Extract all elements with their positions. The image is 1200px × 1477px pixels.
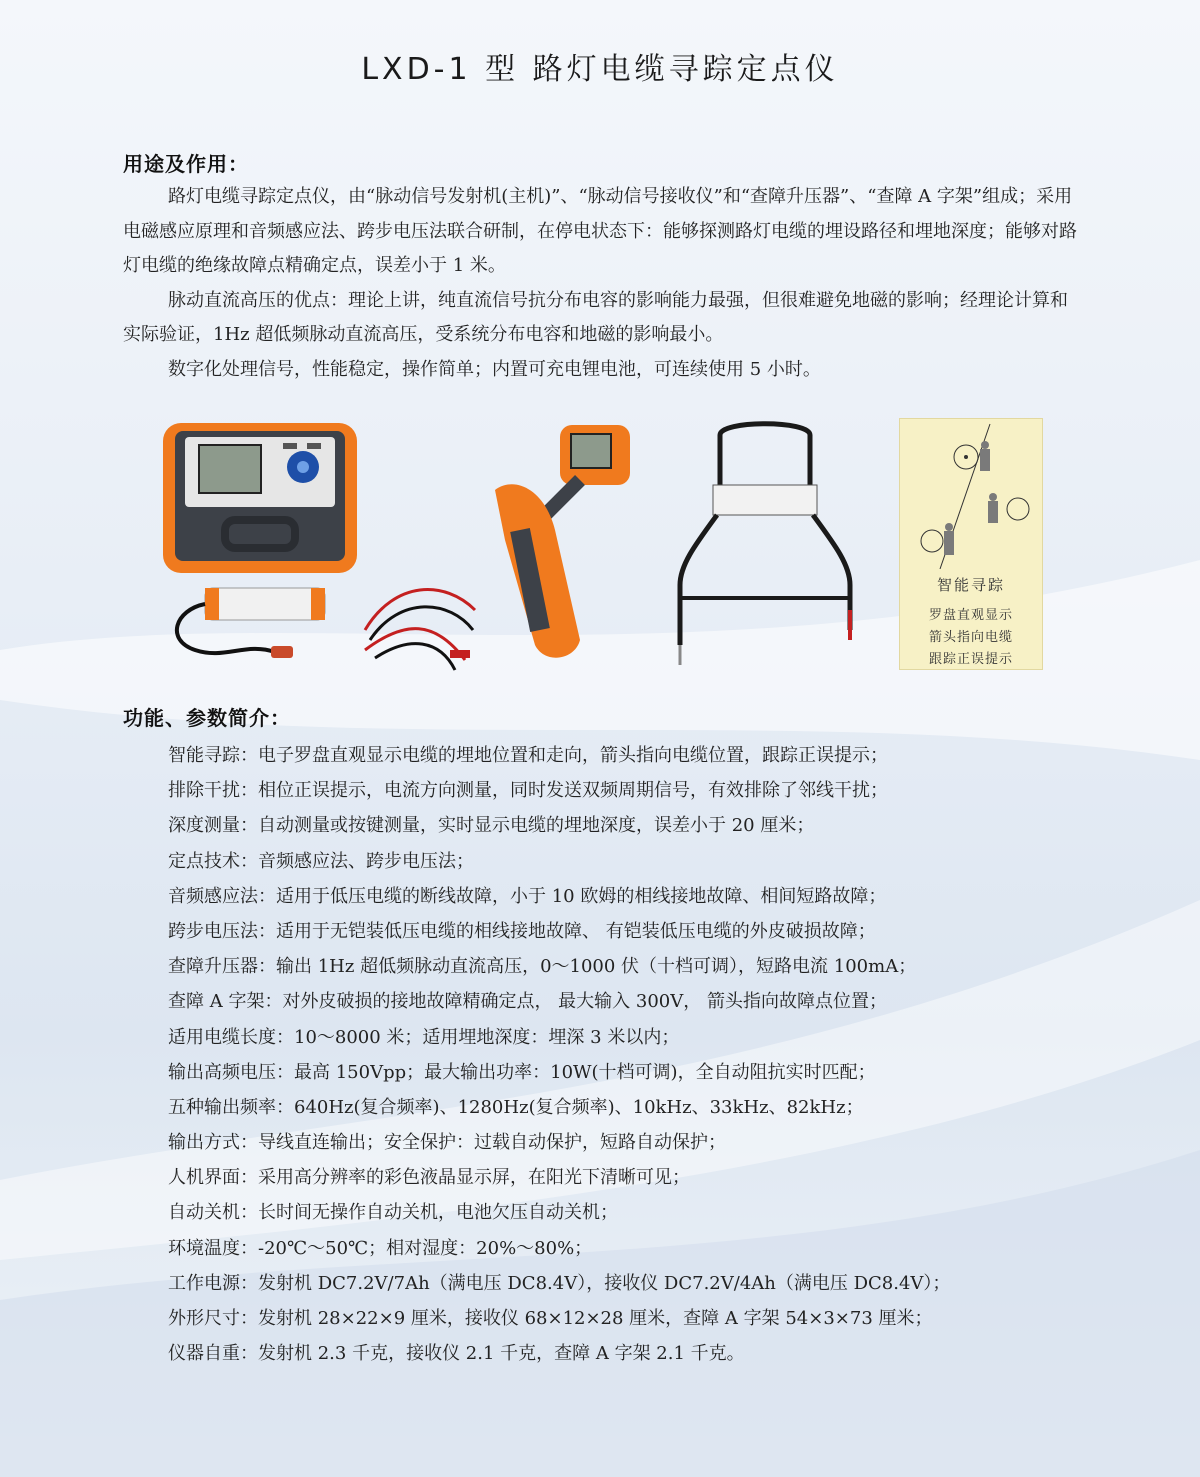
param-row: 查障升压器：输出 1Hz 超低频脉动直流高压，0～1000 伏（十档可调），短路电流 100mA； [168,956,917,978]
param-row: 跨步电压法：适用于无铠装低压电缆的相线接地故障、 有铠装低压电缆的外皮破损故障； [168,920,876,942]
param-row: 定点技术：音频感应法、跨步电压法； [168,850,474,872]
usage-description [123,180,1083,387]
param-row: 排除干扰：相位正误提示，电流方向测量，同时发送双频周期信号，有效排除了邻线干扰； [168,780,888,802]
usage-paragraph: 数字化处理信号，性能稳定，操作简单；内置可充电锂电池，可连续使用 5 小时。 [168,358,821,380]
panel-title: 智能寻踪 [936,576,1005,594]
param-row: 适用电缆长度：10～8000 米；适用埋地深度：埋深 3 米以内； [168,1026,680,1048]
param-row: 输出高频电压：最高 150Vpp；最大输出功率：10W(十档可调)，全自动阻抗实时匹配； [168,1061,876,1083]
transmitter-image [155,415,365,580]
tracking-illustration [900,419,1042,569]
smart-tracking-panel [899,418,1043,670]
a-frame-image [665,415,865,670]
receiver-image [485,420,645,670]
param-row: 深度测量：自动测量或按键测量，实时显示电缆的埋地深度，误差小于 20 厘米； [168,815,815,837]
section-heading-usage: 用途及作用： [123,152,249,176]
param-row: 环境温度：-20℃～50℃；相对湿度：20%～80%； [168,1237,593,1259]
param-row: 仪器自重：发射机 2.3 千克，接收仪 2.1 千克，查障 A 字架 2.1 千克。 [168,1343,745,1365]
param-row: 工作电源：发射机 DC7.2V/7Ah（满电压 DC8.4V），接收仪 DC7.2V/4Ah（满电压 DC8.4V）； [168,1272,951,1294]
usage-paragraph: 路灯电缆寻踪定点仪，由“脉动信号发射机(主机)”、“脉动信号接收仪”和“查障升压器”、“查障 A 字架”组成；采用电磁感应原理和音频感应法、跨步电压法联合研制，在停电状态下：能够探测路灯电缆的埋设路径和埋地深度；能够对路灯电缆的绝缘故障点精确定点，误差小于 1 米。 [123,186,1077,276]
param-row: 查障 A 字架：对外皮破损的接地故障精确定点， 最大输入 300V， 箭头指向故障点位置； [168,991,887,1013]
param-row: 五种输出频率：640Hz(复合频率)、1280Hz(复合频率)、10kHz、33kHz、82kHz； [168,1096,864,1118]
panel-line: 箭头指向电缆 [928,630,1013,645]
usage-paragraph: 脉动直流高压的优点：理论上讲，纯直流信号抗分布电容的影响能力最强，但很难避免地磁的影响；经理论计算和实际验证，1Hz 超低频脉动直流高压，受系统分布电容和地磁的影响最小。 [123,289,1068,345]
parameter-list [168,738,1088,1371]
param-row: 音频感应法：适用于低压电缆的断线故障，小于 10 欧姆的相线接地故障、相间短路故障； [168,885,887,907]
page-title: LXD-1 型 路灯电缆寻踪定点仪 [361,52,839,87]
param-row: 外形尺寸：发射机 28×22×9 厘米，接收仪 68×12×28 厘米，查障 A 字架 54×3×73 厘米； [168,1308,933,1329]
param-row: 智能寻踪：电子罗盘直观显示电缆的埋地位置和走向，箭头指向电缆位置，跟踪正误提示； [168,745,888,766]
booster-image [165,580,345,670]
param-row: 输出方式：导线直连输出；安全保护：过载自动保护，短路自动保护； [168,1132,726,1154]
section-heading-params: 功能、参数简介： [123,706,291,730]
panel-line: 跟踪正误提示 [928,652,1013,667]
test-leads-image [355,570,485,680]
panel-line: 罗盘直观显示 [928,608,1013,623]
param-row: 人机界面：采用高分辨率的彩色液晶显示屏，在阳光下清晰可见； [168,1167,690,1189]
param-row: 自动关机：长时间无操作自动关机，电池欠压自动关机； [168,1202,618,1224]
